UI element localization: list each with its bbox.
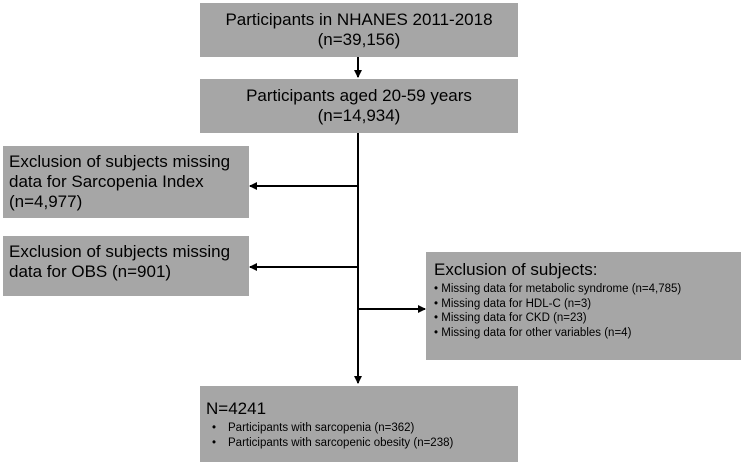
box-nhanes-participants xyxy=(200,3,518,57)
box-exclusion-sarcopenia xyxy=(3,146,249,218)
excl-sarcopenia-line3: (n=4,977) xyxy=(9,192,83,211)
excl-obs-line2: data for OBS (n=901) xyxy=(9,262,172,281)
excl-item-metabolic: • Missing data for metabolic syndrome (n=4,785) xyxy=(434,282,741,297)
bullet-icon: • xyxy=(212,422,217,434)
box-final-sample xyxy=(200,386,518,462)
box-exclusion-obs xyxy=(3,236,249,296)
box-nhanes-line1: Participants in NHANES 2011-2018 xyxy=(225,10,493,29)
box-exclusion-subjects xyxy=(426,252,741,360)
excl-item-other: • Missing data for other variables (n=4) xyxy=(434,326,741,341)
final-item-obesity: Participants with sarcopenic obesity (n=238) xyxy=(228,436,454,449)
box-nhanes-line2: (n=39,156) xyxy=(317,30,401,49)
excl-obs-line1: Exclusion of subjects missing xyxy=(9,242,231,261)
final-item-sarcopenia-row xyxy=(206,421,518,436)
excl-subjects-title: Exclusion of subjects: xyxy=(434,260,598,279)
excl-item-hdl: • Missing data for HDL-C (n=3) xyxy=(434,297,741,312)
excl-item-ckd: • Missing data for CKD (n=23) xyxy=(434,311,741,326)
bullet-icon: • xyxy=(212,436,217,449)
final-item-obesity-row xyxy=(206,436,518,451)
excl-sarcopenia-line1: Exclusion of subjects missing xyxy=(9,152,231,171)
final-item-sarcopenia: Participants with sarcopenia (n=362) xyxy=(228,422,415,434)
box-aged-line2: (n=14,934) xyxy=(317,106,401,125)
final-title: N=4241 xyxy=(206,399,267,418)
box-aged-line1: Participants aged 20-59 years xyxy=(246,86,472,105)
box-aged-participants xyxy=(200,79,518,133)
excl-sarcopenia-line2: data for Sarcopenia Index xyxy=(9,172,204,191)
